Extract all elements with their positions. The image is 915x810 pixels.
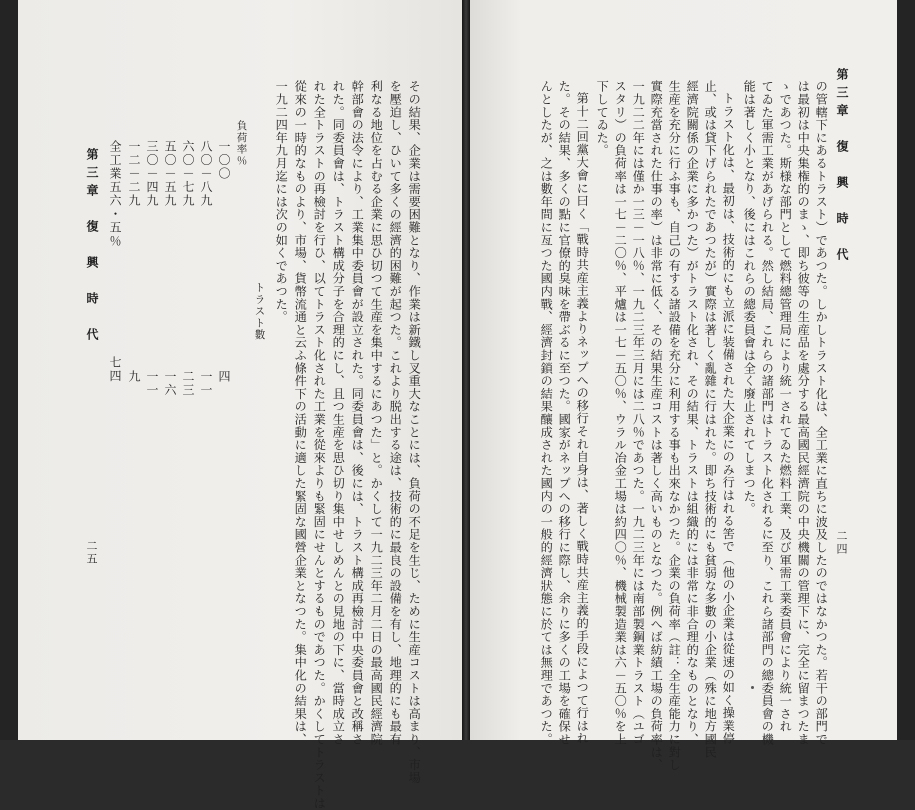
text-line: の管轄下にあるトラスト）であつた。しかしトラスト化は、全工業に直ちに波及したのではなかつた。若干の部門で (814, 80, 829, 746)
right-page (470, 0, 897, 772)
text-line: 能は著しく小となり、後にはこれらの總委員會は全く廢止されてしまつた。 (742, 80, 757, 516)
text-line: トラスト化は、最初は、技術的にも立派に装備された大企業にのみ行はれる筈で（他の小企業は從速の如く操業停 (721, 92, 736, 745)
text-line: 實際充當された仕事の率）は非常に低く、その結果生産コストは著しく高いものとなつた。例へば紡績工場の負荷率は、 (649, 80, 664, 772)
table-rate: 一二－二九 (127, 140, 141, 208)
table-header-load-rate: 負荷率％ (235, 120, 248, 167)
table-rate: 三〇－四九 (145, 140, 159, 208)
text-line: れた。同委員會は、トラスト構成分子を合理的にし、且つ生産を思ひ切り集中せしめんとの見地の下に、當時成立さ (331, 80, 346, 746)
text-line: んとしたが、之は數年間に亙つた國内戰、經濟封鎖の結果釀成された國内の一般的經濟狀態に於ては無理であつた。 (539, 80, 554, 746)
table-count: 二三 (181, 370, 195, 397)
table-total-label: 全工業五六・五％ (108, 140, 122, 248)
text-line: 第十二回黨大會に曰く「戰時共産主義よりネップへの移行それ自身は、著しく戰時共産主義的手段によつて行はれ (575, 92, 590, 745)
book-gutter (462, 0, 470, 740)
book-edge-left (0, 0, 18, 740)
text-line: れた全トラストの再檢討を行ひ、以てトラスト化された工業を從來よりも緊固にせんとするものであつた。かくしてトラストは (312, 80, 327, 810)
text-line: 下してゐた。 (595, 80, 610, 157)
table-count: 四 (217, 370, 231, 384)
text-line: 一九二二年には僅か一三－一八％、一九二三年三月には二八％であつた。一九二三年には南部製鋼業トラスト（ユゴ (631, 80, 646, 746)
page-number: 二四 (835, 530, 848, 556)
page-number: 二五 (85, 540, 98, 566)
table-count: 九 (127, 370, 141, 384)
text-line: 從來の一時的なものより、市場、貨幣流通と云ふ條件下の活動に適した緊固な國營企業となつた。集中化の結果は、 (293, 80, 308, 746)
table-rate: 八〇－八九 (199, 140, 213, 208)
text-line: 止、或は貸下げられたであつたが）實際は著しく亂雜に行はれた。即ち技術的にも貧弱な多數の小企業（殊に地方國民 (703, 80, 718, 759)
table-count: 一六 (163, 370, 177, 397)
running-header: 第三章 復 興 時 代 (85, 148, 99, 346)
table-count: 一一 (199, 370, 213, 397)
left-page (18, 0, 462, 810)
running-header: 第三章 復 興 時 代 (835, 68, 849, 266)
text-line: は最初は中央集権的のまゝ、即ち彼等の生産品を處分する最高國民經濟院の中央機關の管理下に、完全に留まつたま (796, 80, 811, 746)
text-line: スタリ）の負荷率は一七－二〇％、平爐は一七－五〇％、ウラル冶金工場は約四〇％、機械製造業は六－五〇％を上 (613, 80, 628, 746)
text-line: 幹部會の法令により、工業集中委員會が設立された。同委員會は、後には、トラスト構成再檢討中央委員會と改稱さ (350, 80, 365, 746)
table-rate: 六〇－七九 (181, 140, 195, 208)
text-line: 利なる地位を占むる企業に思ひ切つて生産を集中するにあつた」と。かくして一九二三年二月二日の最高國民經濟院 (369, 80, 384, 746)
table-rate: 五〇－五九 (163, 140, 177, 208)
table-total-count: 七四 (108, 356, 122, 383)
text-line: ゝであつた。斯様な部門として燃料總管理局により統一されてゐた燃料工業、及び軍需工業委員會により統一され (778, 80, 793, 733)
text-line: 經濟院關係の企業に多かつた）がトラスト化され、その結果、トラストは組織的には非常に非合理的なものとなり、 (685, 80, 700, 746)
text-line: を壓迫し、ひいて多くの經濟的困難が起つた。これより脱出する途は、技術的に最良の設備を有し、地理的にも最有 (388, 80, 403, 746)
text-line: てゐた軍需工業があげられる。然し結局、これらの諸部門はトラスト化されるに至り、これら諸部門の總委員會の機 (760, 80, 775, 746)
text-line: その結果、企業は需要困難となり、作業は新鐵し叉重大なことには、負荷の不足を生じ、ために生産コストは高まり、市場 (407, 80, 422, 784)
book-edge-right (897, 0, 915, 740)
text-line: 一九二四年九月迄には次の如くであつた。 (274, 80, 289, 324)
ink-speck (751, 686, 754, 689)
table-rate: 一〇〇 (217, 140, 231, 181)
text-line: た。その結果、多くの點に官僚的臭味を帶ぶるに至つた。國家がネップへの移行に際し、余りに多くの工場を確保せ (557, 80, 572, 746)
text-line: 生産を充分に行ふ事も、自己の有する諸設備を充分に利用する事も出來なかつた。企業の負荷率（註：全生産能力に對し (667, 80, 682, 772)
table-header-trust-count: トラスト數 (253, 282, 266, 341)
table-count: 一一 (145, 370, 159, 397)
